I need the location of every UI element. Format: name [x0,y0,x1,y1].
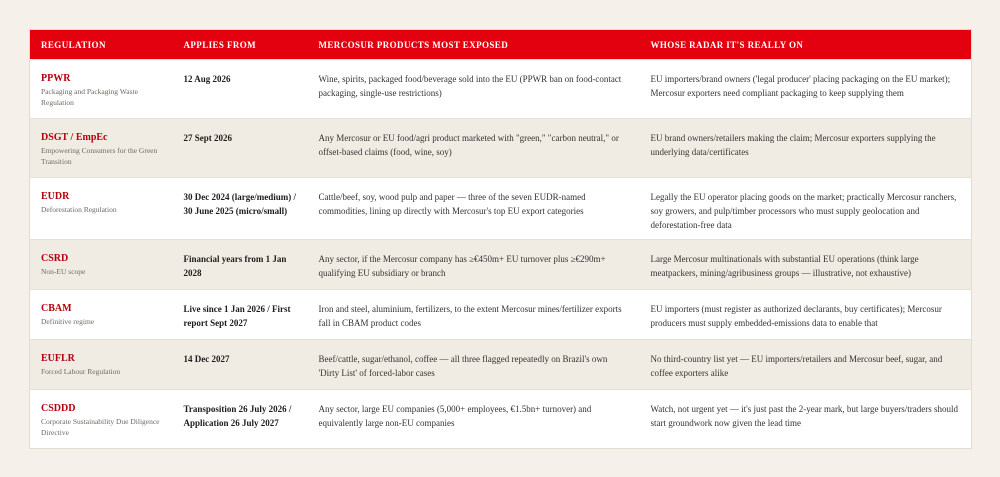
table-row [30,60,972,119]
radar-cell: Large Mercosur multinationals with substantial EU operations (think large meatpackers, mining/agribusiness groups — illustrative, not exhaustive) [640,240,972,290]
regulation-full-name: Packaging and Packaging Waste Regulation [41,87,138,107]
applies-from-cell: Transposition 26 July 2026 / Application 26 July 2027 [173,390,308,449]
regulation-name: CBAM [41,303,72,314]
regulation-cell [30,119,173,178]
table-body [30,60,972,449]
regulation-cell [30,290,173,340]
regulation-full-name: Corporate Sustainability Due Diligence Directive [41,417,160,437]
header-row [30,30,972,60]
applies-from-cell: 27 Sept 2026 [173,119,308,178]
table-row [30,119,972,178]
regulation-cell [30,340,173,390]
regulation-full-name: Forced Labour Regulation [41,367,121,376]
regulation-full-name: Non-EU scope [41,267,86,276]
regulation-cell [30,240,173,290]
table-row [30,390,972,449]
table-row [30,240,972,290]
applies-from-cell: 30 Dec 2024 (large/medium) / 30 June 2025 (micro/small) [173,178,308,240]
applies-from-cell: Financial years from 1 Jan 2028 [173,240,308,290]
radar-cell: EU importers (must register as authorized declarants, buy certificates); Mercosur producers must supply embedded-emissions data to enable that [640,290,972,340]
radar-cell: Legally the EU operator placing goods on the market; practically Mercosur ranchers, soy growers, and pulp/timber processors who must supply geolocation and deforestation-free data [640,178,972,240]
products-cell: Wine, spirits, packaged food/beverage sold into the EU (PPWR ban on food-contact packaging, single-use restrictions) [308,60,640,119]
table-row [30,340,972,390]
header-products: MERCOSUR PRODUCTS MOST EXPOSED [308,30,640,60]
regulation-cell [30,390,173,449]
applies-from-cell: 12 Aug 2026 [173,60,308,119]
regulation-name: CSRD [41,253,69,264]
radar-cell: EU brand owners/retailers making the claim; Mercosur exporters supplying the underlying data/certificates [640,119,972,178]
regulation-cell [30,178,173,240]
radar-cell: No third-country list yet — EU importers/retailers and Mercosur beef, sugar, and coffee exporters alike [640,340,972,390]
regulation-name: DSGT / EmpEc [41,132,108,143]
regulation-name: PPWR [41,73,71,84]
products-cell: Any sector, large EU companies (5,000+ employees, €1.5bn+ turnover) and equivalently large non-EU companies [308,390,640,449]
header-regulation: REGULATION [30,30,173,60]
regulation-cell [30,60,173,119]
products-cell: Cattle/beef, soy, wood pulp and paper — three of the seven EUDR-named commodities, lining up directly with Mercosur's top EU export categories [308,178,640,240]
radar-cell: Watch, not urgent yet — it's just past the 2-year mark, but large buyers/traders should start groundwork now given the lead time [640,390,972,449]
regulation-table-container [29,29,971,449]
regulation-name: EUDR [41,191,70,202]
products-cell: Any Mercosur or EU food/agri product marketed with "green," "carbon neutral," or offset-based claims (food, wine, soy) [308,119,640,178]
regulation-name: EUFLR [41,353,75,364]
table-row [30,290,972,340]
applies-from-cell: Live since 1 Jan 2026 / First report Sept 2027 [173,290,308,340]
regulation-name: CSDDD [41,403,76,414]
products-cell: Iron and steel, aluminium, fertilizers, to the extent Mercosur mines/fertilizer exports fall in CBAM product codes [308,290,640,340]
header-applies-from: APPLIES FROM [173,30,308,60]
regulation-table [29,29,972,449]
header-radar: WHOSE RADAR IT'S REALLY ON [640,30,972,60]
applies-from-cell: 14 Dec 2027 [173,340,308,390]
regulation-full-name: Deforestation Regulation [41,205,117,214]
products-cell: Any sector, if the Mercosur company has ≥€450m+ EU turnover plus ≥€290m+ qualifying EU subsidiary or branch [308,240,640,290]
radar-cell: EU importers/brand owners ('legal producer' placing packaging on the EU market); Mercosur exporters need compliant packaging to keep supplying them [640,60,972,119]
regulation-full-name: Empowering Consumers for the Green Transition [41,146,158,166]
table-header [30,30,972,60]
table-row [30,178,972,240]
regulation-full-name: Definitive regime [41,317,95,326]
products-cell: Beef/cattle, sugar/ethanol, coffee — all three flagged repeatedly on Brazil's own 'Dirty List' of forced-labor cases [308,340,640,390]
